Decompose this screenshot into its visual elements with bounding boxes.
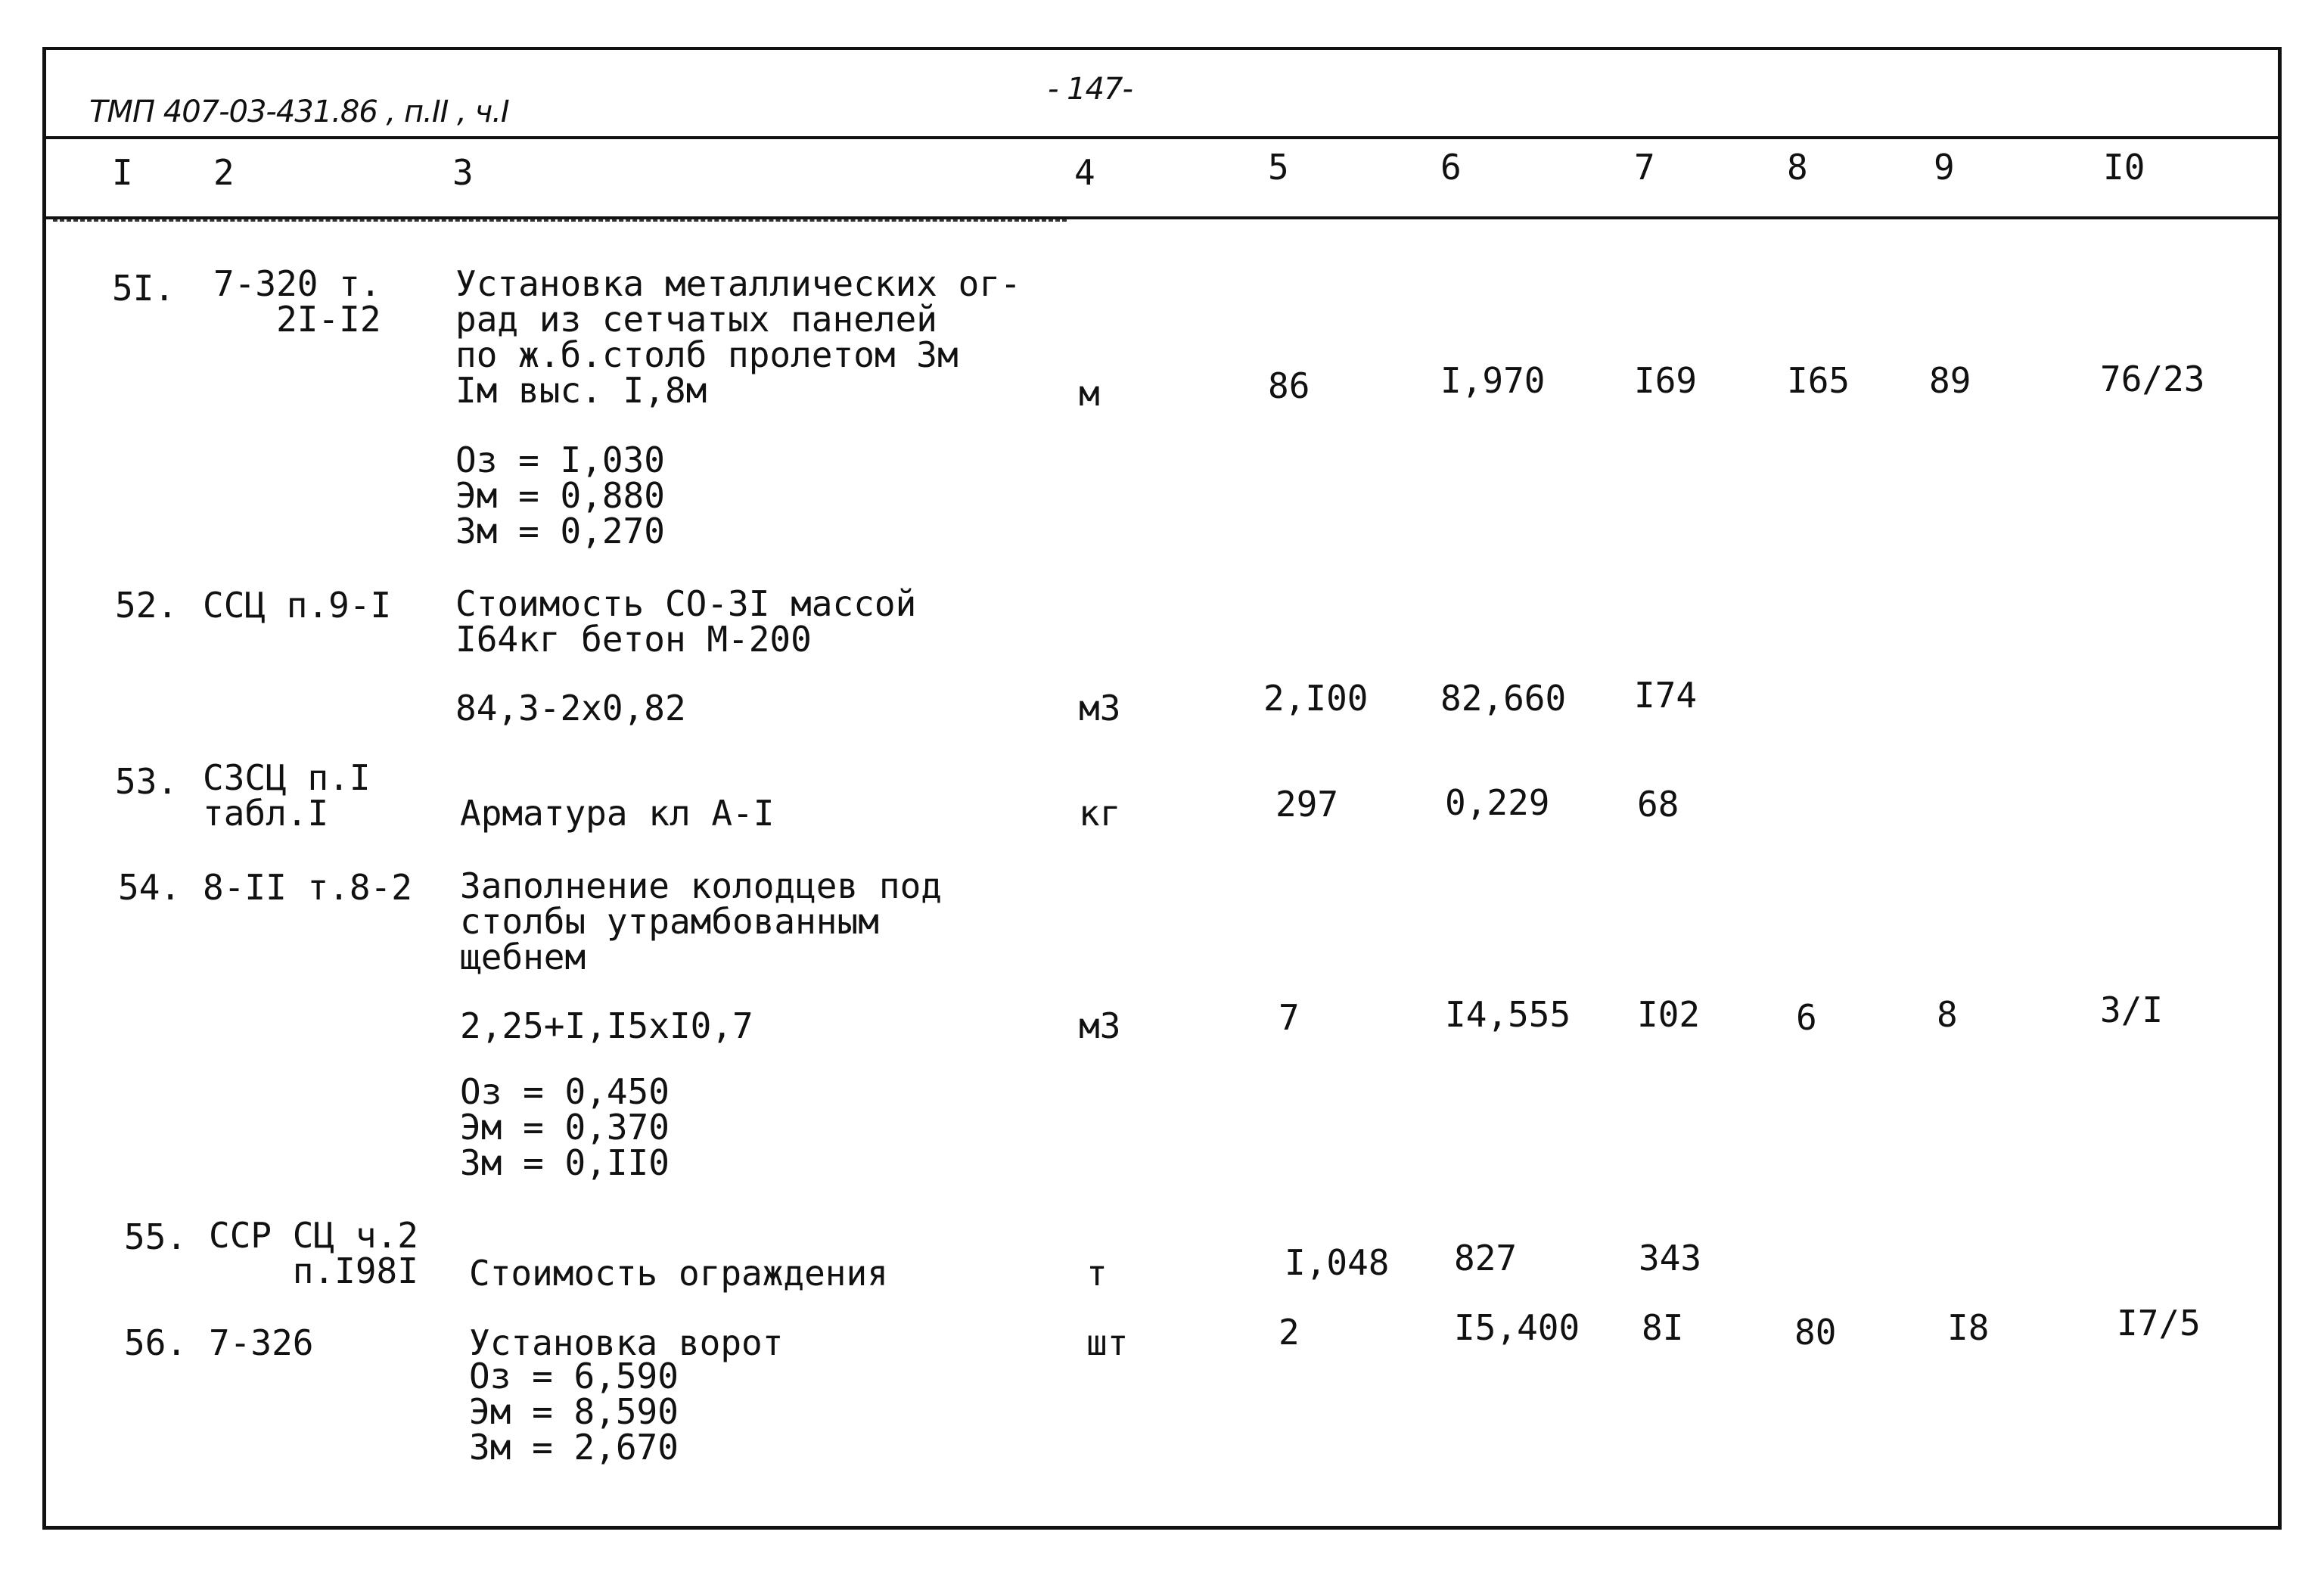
row-title: Заполнение колодцев под столбы утрамбованным щебнем [460, 865, 942, 977]
page-number: - 147- [1048, 72, 1132, 107]
row-number: 5I. [112, 268, 176, 309]
col-header-1: I [112, 152, 133, 193]
row-col9: I8 [1947, 1307, 1990, 1348]
row-col10: 3/I [2100, 989, 2164, 1030]
row-unit: шт [1086, 1322, 1129, 1363]
row-col8: 6 [1796, 997, 1817, 1038]
row-calculation: 84,3-2х0,82 [455, 688, 686, 729]
document-code: ТМП 407-03-431.86 , п.II , ч.I [89, 95, 509, 129]
row-unit: м3 [1079, 1005, 1121, 1046]
col-header-10: I0 [2103, 147, 2145, 188]
row-unit: т [1086, 1253, 1108, 1294]
row-unit: м [1079, 373, 1100, 414]
row-col10: 76/23 [2100, 359, 2205, 399]
row-reference: ССЦ п.9-I [203, 585, 392, 626]
row-quantity: 2,I00 [1263, 678, 1369, 719]
row-coefficients: Оз = 6,590 Эм = 8,590 Зм = 2,670 [469, 1356, 679, 1468]
row-col8: 80 [1794, 1312, 1837, 1353]
row-price: I4,555 [1445, 994, 1571, 1035]
row-number: 54. [118, 867, 182, 908]
row-reference: 8-II т.8-2 [203, 867, 412, 908]
row-title: Арматура кл А-I [460, 793, 775, 834]
col-header-3: 3 [452, 152, 474, 193]
col-header-7: 7 [1634, 147, 1655, 188]
row-col9: 8 [1937, 994, 1958, 1035]
col-header-5: 5 [1268, 147, 1289, 188]
row-number: 53. [115, 761, 179, 802]
row-reference: ССР СЦ ч.2 п.I98I [209, 1215, 418, 1291]
row-title: Стоимость СО-3I массой I64кг бетон М-200 [455, 583, 917, 660]
row-price: 0,229 [1445, 782, 1550, 823]
row-title: Стоимость ограждения [469, 1253, 888, 1294]
row-number: 52. [115, 585, 179, 626]
row-quantity: 297 [1275, 784, 1339, 825]
row-unit: м3 [1079, 688, 1121, 729]
row-total: I02 [1637, 994, 1701, 1035]
row-col8: I65 [1787, 360, 1850, 401]
col-header-8: 8 [1787, 147, 1808, 188]
row-total: I74 [1634, 675, 1698, 716]
col-header-4: 4 [1074, 152, 1095, 193]
row-total: 68 [1637, 784, 1679, 825]
header-rule [42, 136, 2282, 139]
row-total: 343 [1639, 1238, 1702, 1278]
row-reference: СЗСЦ п.I табл.I [203, 757, 371, 834]
row-unit: кг [1079, 793, 1121, 834]
row-quantity: 86 [1268, 365, 1310, 406]
row-price: 827 [1454, 1238, 1518, 1278]
row-reference: 7-320 т. 2I-I2 [213, 263, 381, 340]
row-coefficients: Оз = 0,450 Эм = 0,370 Зм = 0,II0 [460, 1071, 670, 1183]
dashed-rule [53, 219, 1067, 222]
col-header-6: 6 [1440, 147, 1462, 188]
row-coefficients: Оз = I,030 Эм = 0,880 Зм = 0,270 [455, 440, 665, 551]
row-number: 55. [124, 1216, 188, 1257]
row-quantity: 7 [1279, 997, 1300, 1038]
row-price: I5,400 [1454, 1307, 1580, 1348]
row-number: 56. [124, 1322, 188, 1363]
row-col10: I7/5 [2117, 1303, 2201, 1344]
col-header-9: 9 [1934, 147, 1955, 188]
row-total: I69 [1634, 360, 1698, 401]
row-title: Установка ворот [469, 1322, 784, 1363]
row-quantity: 2 [1279, 1312, 1300, 1353]
col-header-2: 2 [213, 152, 235, 193]
row-col9: 89 [1929, 360, 1971, 401]
row-total: 8I [1642, 1307, 1684, 1348]
row-price: 82,660 [1440, 678, 1567, 719]
row-price: I,970 [1440, 360, 1546, 401]
row-calculation: 2,25+I,I5хI0,7 [460, 1005, 753, 1046]
row-reference: 7-326 [209, 1322, 314, 1363]
row-quantity: I,048 [1285, 1242, 1390, 1283]
row-title: Установка металлических ог- рад из сетчатых панелей по ж.б.столб пролетом 3м Iм выс. I,8м [455, 263, 1021, 411]
